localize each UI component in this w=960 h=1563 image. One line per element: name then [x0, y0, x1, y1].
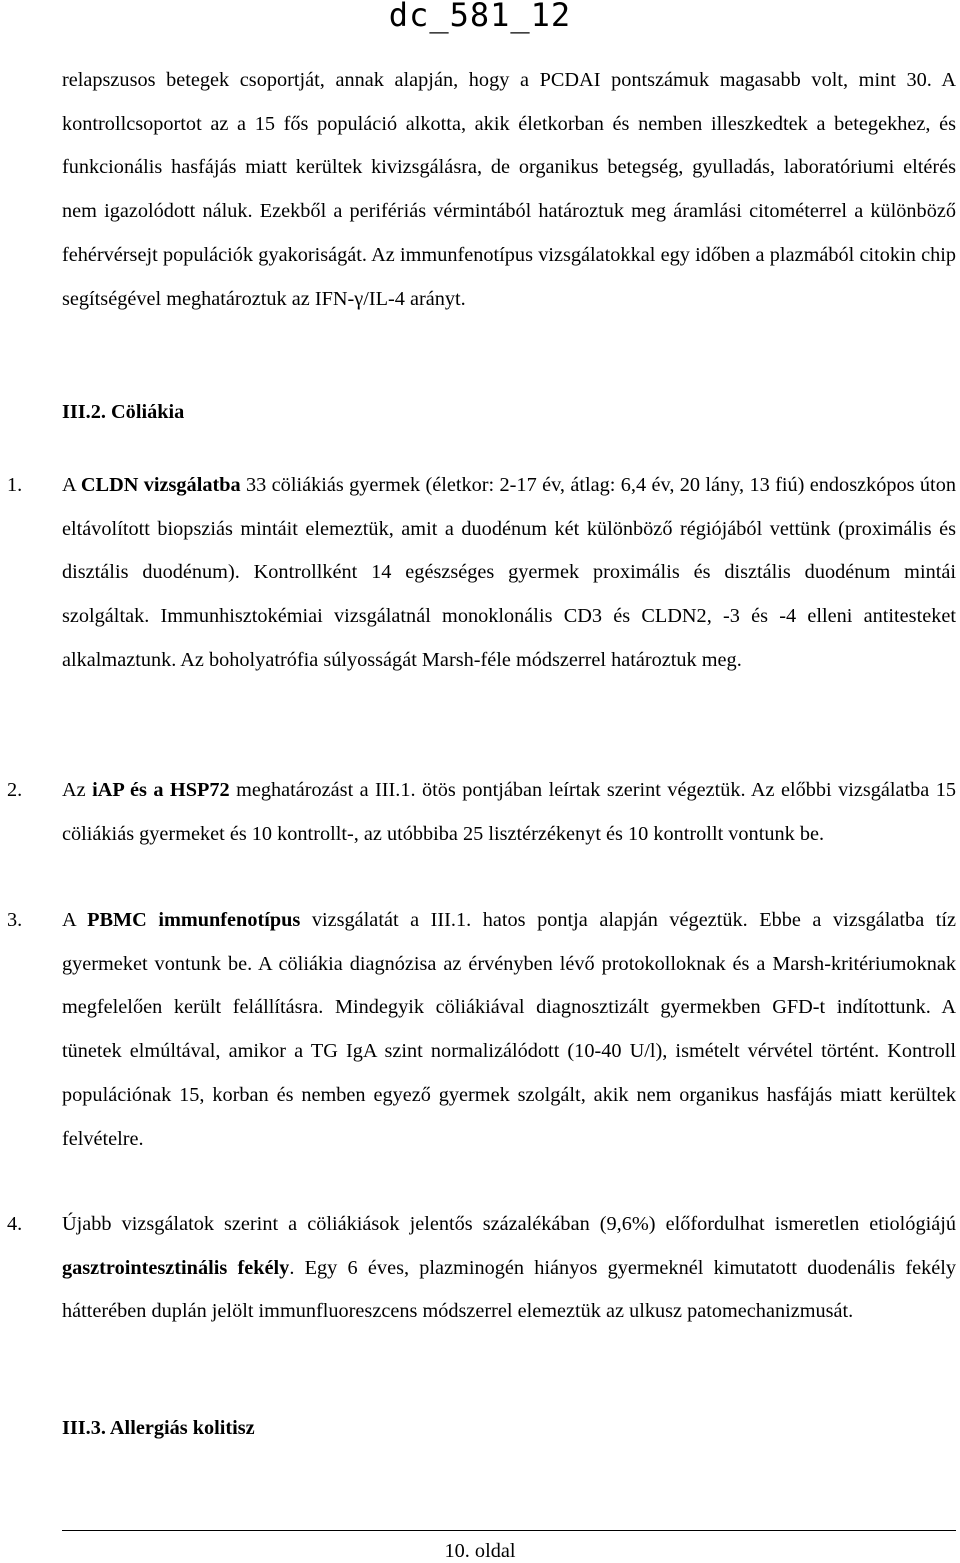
document-id-header: dc_581_12 — [388, 0, 572, 34]
list-item-text-post: meghatározást a III.1. ötös pontjában leírtak szerint végeztük. Az előbbi vizsgálatba 15 cöliákiás gyermeket és 10 kontrollt-, az utóbbiba 25 lisztérzékenyt és 10 kontrollt vontunk be. — [62, 779, 956, 845]
list-item-number: 1. — [7, 474, 23, 496]
list-item-text-pre: Az — [62, 779, 93, 801]
list-item-text-post: . Egy 6 éves, plazminogén hiányos gyermeknél kimutatott duodenális fekély hátterében duplán jelölt immunfluoreszcens módszerrel elemeztük az ulkusz patomechanizmusát. — [62, 1256, 957, 1323]
list-item-text-pre: A — [62, 909, 88, 931]
section-heading-coliakia: III.2. Cöliákia — [62, 401, 185, 423]
list-item-text-bold: CLDN vizsgálatba — [80, 474, 241, 496]
footer-divider — [62, 1530, 956, 1531]
list-item — [7, 899, 956, 1161]
intro-paragraph: relapszusos betegek csoportját, annak alapján, hogy a PCDAI pontszámuk magasabb volt, mint 30. A kontrollcsoportot az a 15 fős populáció alkotta, akik életkorban és nemben illeszkedtek a betegekhez, és funkcionális hasfájás miatt kerültek kivizsgálásra, de organikus betegség, gyulladás, laboratóriumi eltérés nem igazolódott náluk. Ezekből a perifériás vérmintából határoztuk meg áramlási citométerrel a különböző fehérvérsejt populációk gyakoriságát. Az immunfenotípus vizsgálatokkal egy időben a plazmából citokin chip segítségével meghatároztuk az IFN-γ/IL-4 arányt. — [62, 69, 956, 310]
list-item — [7, 1203, 957, 1334]
section-heading-allergias: III.3. Allergiás kolitisz — [62, 1417, 255, 1439]
list-item-number: 4. — [7, 1213, 23, 1235]
list-item-text-pre: Újabb vizsgálatok szerint a cöliákiások jelentős százalékában (9,6%) előfordulhat ismeretlen etiológiájú — [62, 1213, 956, 1235]
list-item-text-post: vizsgálatát a III.1. hatos pontja alapján végeztük. Ebbe a vizsgálatba tíz gyermeket vontunk be. A cöliákia diagnózisa az érvényben lévő protokolloknak és a Marsh-kritériumoknak megfelelően került felállításra. Mindegyik cöliákiával diagnosztizált gyermekben GFD-t indítottunk. A tünetek elmúltával, amikor a TG IgA szint normalizálódott (10-40 U/l), ismételt vérvétel történt. Kontroll populációnak 15, korban és nemben egyező gyermek szolgált, akik nem organikus hasfájás miatt kerültek felvételre. — [62, 909, 956, 1150]
list-item-text-bold: gasztrointesztinális fekély — [62, 1256, 290, 1279]
page-number: 10. oldal — [444, 1540, 516, 1562]
list-item-number: 2. — [7, 779, 23, 801]
list-item — [7, 769, 956, 856]
list-item-text-bold: PBMC immunfenotípus — [87, 909, 301, 931]
list-item — [7, 464, 956, 683]
list-item-text-post: 33 cöliákiás gyermek (életkor: 2-17 év, átlag: 6,4 év, 20 lány, 13 fiú) endoszkópos úton eltávolított biopsziás mintáit elemeztük, amit a duodénum két különböző régiójából vettünk (proximális és disztális duodénum). Kontrollként 14 egészséges gyermek proximális és disztális duodénum mintái szolgáltak. Immunhisztokémiai vizsgálatnál monoklonális CD3 és CLDN2, -3 és -4 elleni antitesteket alkalmaztunk. Az boholyatrófia súlyosságát Marsh-féle módszerrel határoztuk meg. — [62, 474, 956, 671]
list-item-text-bold: iAP és a HSP72 — [92, 779, 230, 801]
list-item-number: 3. — [7, 909, 23, 931]
list-item-text-pre: A — [62, 474, 81, 496]
